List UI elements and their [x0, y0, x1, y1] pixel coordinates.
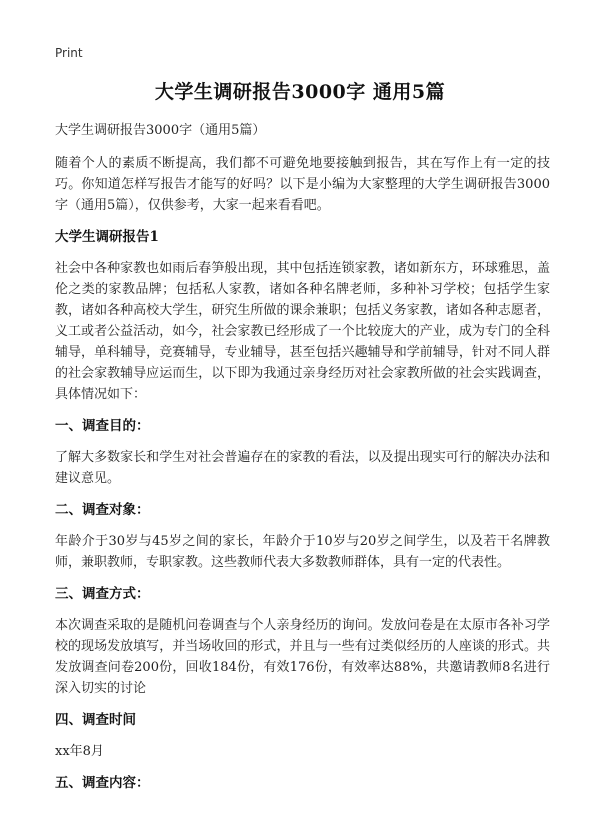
report-paragraph: 社会中各种家教也如雨后春笋般出现，其中包括连锁家教，诸如新东方，环球雅思，盖伦之类的家教品牌；包括私人家教，诸如各种名牌老师，多种补习学校；包括学生家教，诸如各种高校大学生，研究生所做的课余兼职；包括义务家教，诸如各种志愿者，义工或者公益活动，如今，社会家教已经形成了一个比较庞大的产业，成为专门的全科辅导，单科辅导，竞赛辅导，专业辅导，甚至包括兴趣辅导和学前辅导，针对不同人群的社会家教辅导应运而生，以下即为我通过亲身经历对社会家教所做的社会实践调查，具体情况如下： — [55, 261, 550, 402]
section-heading-subjects: 二、调查对象： — [55, 502, 150, 518]
document-title: 大学生调研报告3000字 通用5篇 — [154, 81, 446, 103]
section-body-subjects: 年龄介于30岁与45岁之间的家长，年龄介于10岁与20岁之间学生，以及若干名牌教师，兼职教师，专职家教。这些教师代表大多数教师群体，具有一定的代表性。 — [55, 534, 550, 570]
document-subtitle: 大学生调研报告3000字（通用5篇） — [55, 123, 266, 138]
intro-paragraph: 随着个人的素质不断提高，我们都不可避免地要接触到报告，其在写作上有一定的技巧。你知道怎样写报告才能写的好吗？以下是小编为大家整理的大学生调研报告3000字（通用5篇），仅供参考，大家一起来看看吧。 — [55, 156, 550, 213]
section-heading-purpose: 一、调查目的： — [55, 418, 150, 434]
report-heading: 大学生调研报告1 — [55, 229, 159, 245]
section-body-time: xx年8月 — [55, 744, 104, 759]
section-body-method: 本次调查采取的是随机问卷调查与个人亲身经历的询问。发放问卷是在太原市各补习学校的现场发放填写，并当场收回的形式，并且与一些有过类似经历的人座谈的形式。共发放调查问卷200份，回收184份，有效176份，有效率达88%，共邀请教师8名进行深入切实的讨论 — [55, 618, 550, 696]
print-link[interactable]: Print — [55, 46, 83, 60]
section-heading-method: 三、调查方式： — [55, 586, 150, 602]
section-heading-time: 四、调查时间 — [55, 712, 136, 728]
section-body-purpose: 了解大多数家长和学生对社会普遍存在的家教的看法，以及提出现实可行的解决办法和建议意见。 — [55, 450, 550, 486]
document-body — [55, 120, 550, 804]
section-heading-content: 五、调查内容： — [55, 775, 150, 791]
